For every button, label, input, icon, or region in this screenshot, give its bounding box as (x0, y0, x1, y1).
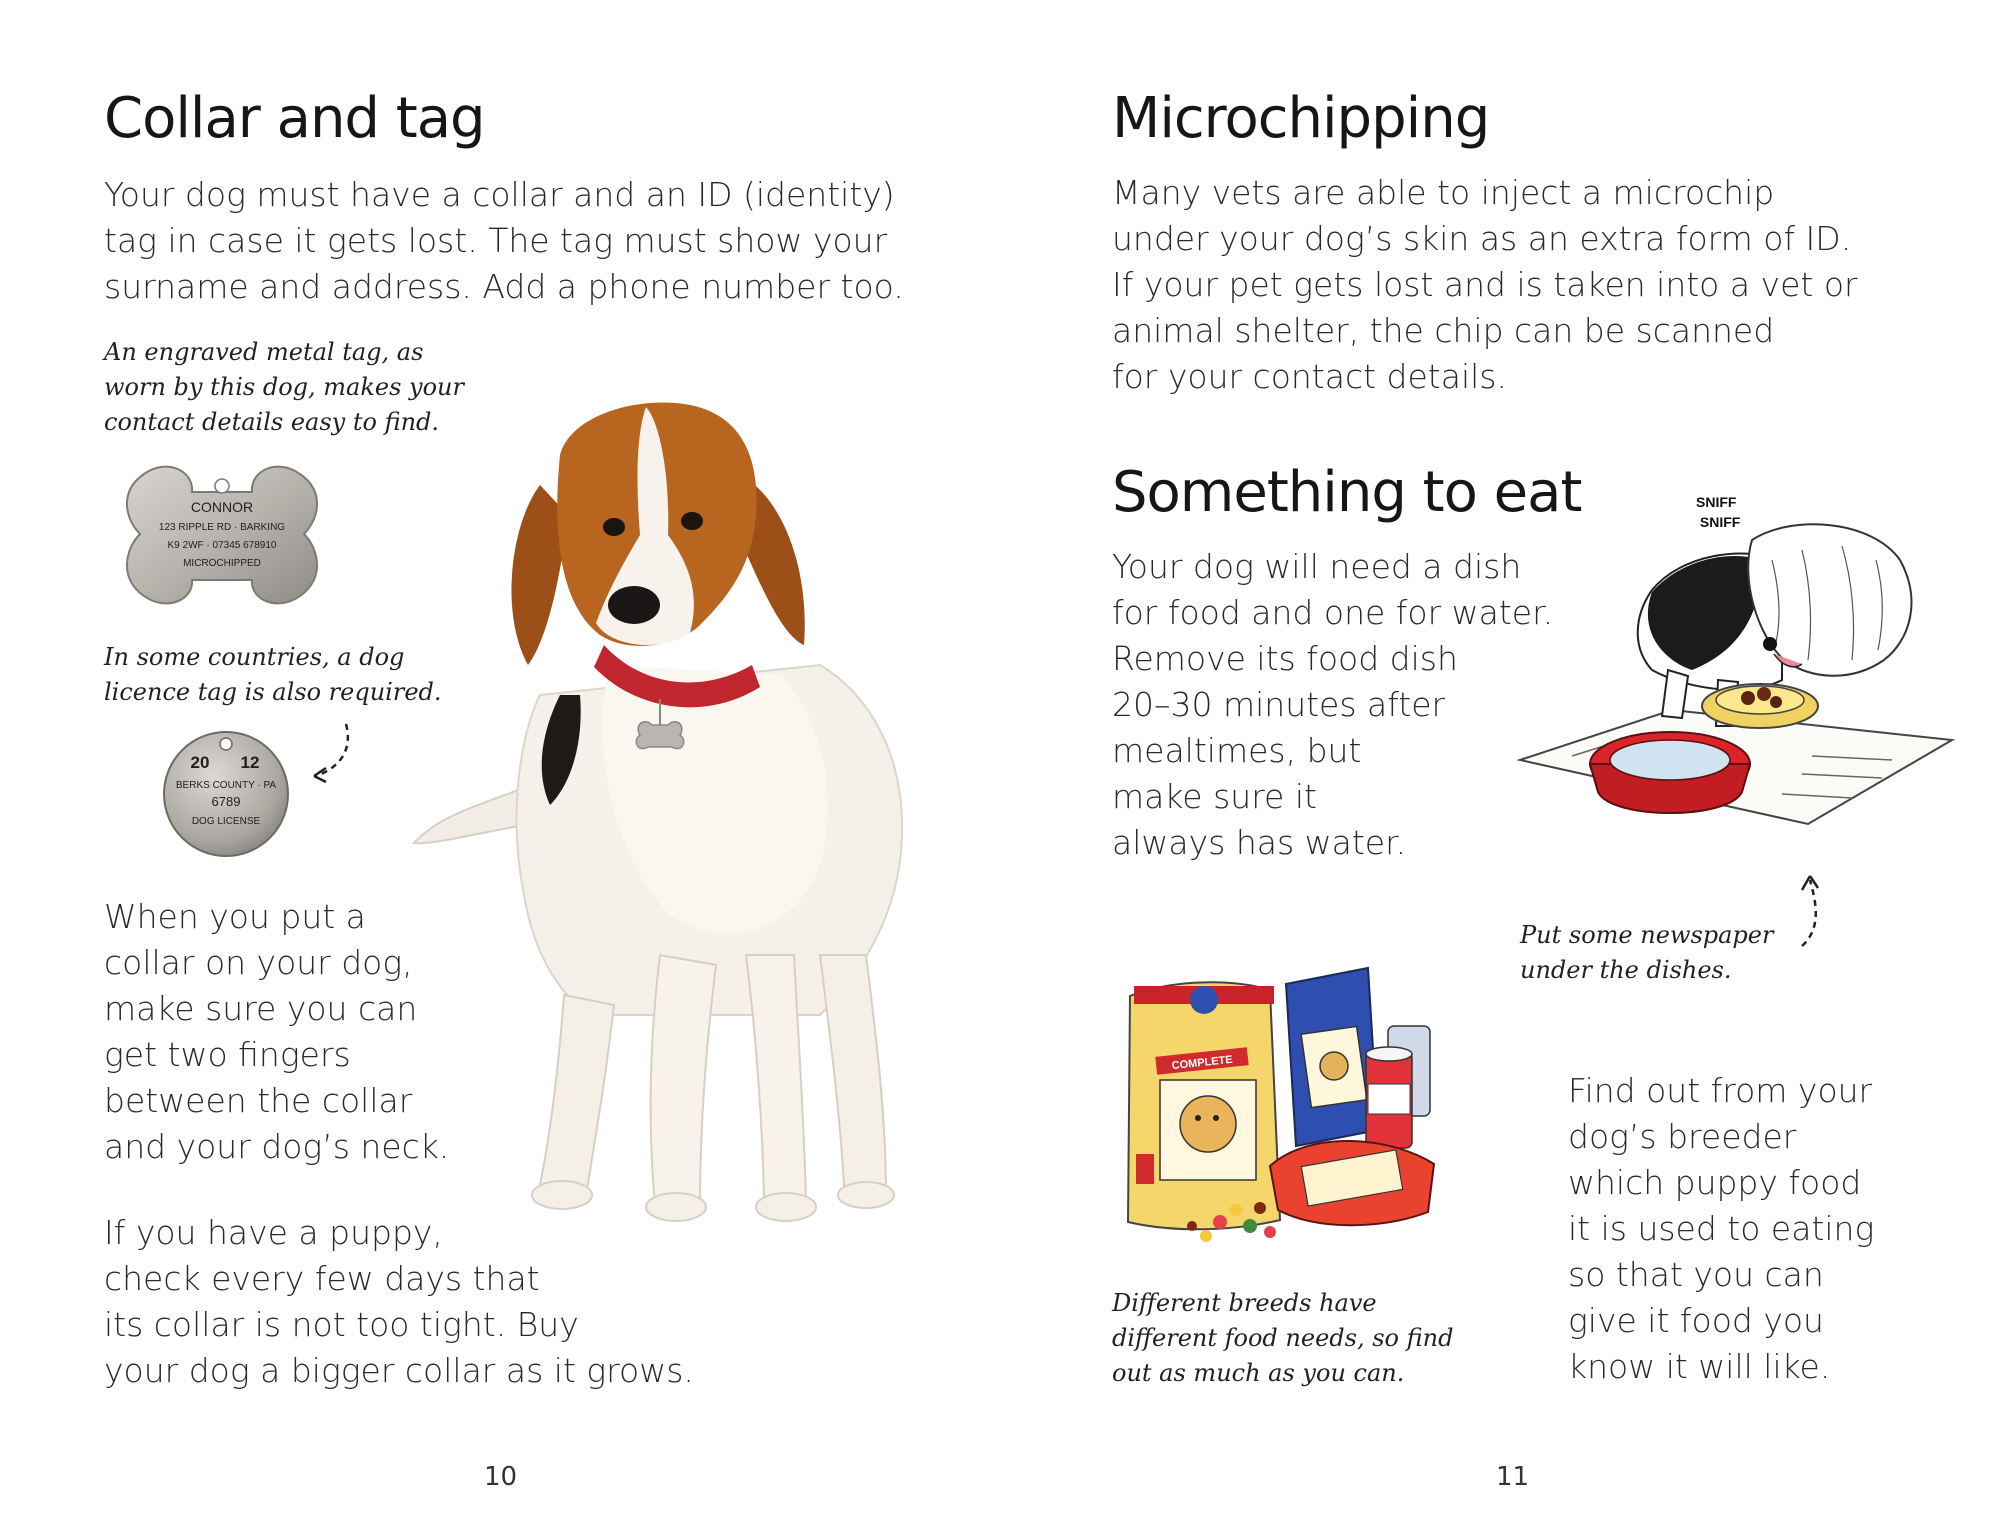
bone-tag-address: 123 RIPPLE RD · BARKING (158, 522, 286, 533)
right-page (1000, 0, 2000, 1516)
collar-intro-text: Your dog must have a collar and an ID (identity) tag in case it gets lost. The tag must show your surname and address. Add a phone number too. (104, 175, 904, 306)
licence-tag-caption: In some countries, a dog licence tag is also required. (104, 643, 442, 706)
bone-id-tag (104, 462, 340, 612)
something-to-eat-heading: Something to eat (1112, 460, 1582, 525)
breeder-food-text: Find out from your dog’s breeder which puppy food it is used to eating so that you can give it food you know it will like. (1568, 1071, 1875, 1386)
dog-food-illustration (1110, 960, 1500, 1260)
microchipping-text: Many vets are able to inject a microchip under your dog’s skin as an extra form of ID. If your pet gets lost and is taken into a vet or animal shelter, the chip can be scanned for your contact details. (1112, 173, 1858, 396)
bone-tag-phone: K9 2WF · 07345 678910 (167, 540, 277, 551)
microchipping-heading: Microchipping (1112, 86, 1490, 151)
sniff-sound-text: SNIFF SNIFF (1696, 494, 1741, 530)
newspaper-caption: Put some newspaper under the dishes. (1520, 921, 1774, 984)
breeds-caption: Different breeds have different food needs, so find out as much as you can. (1112, 1289, 1454, 1387)
bone-tag-microchipped: MICROCHIPPED (183, 558, 261, 569)
collar-fit-text: When you put a collar on your dog, make sure you can get two fingers between the collar and your dog’s neck. (104, 897, 450, 1166)
dashed-arrow-icon (308, 720, 358, 786)
food-dish-text: Your dog will need a dish for food and one for water. Remove its food dish 20–30 minutes after mealtimes, but make sure it always has water. (1112, 547, 1554, 862)
puppy-collar-text: If you have a puppy, check every few days that its collar is not too tight. Buy your dog a bigger collar as it grows. (104, 1213, 694, 1390)
food-bag-label: COMPLETE (1171, 1053, 1234, 1073)
bone-tag-name: CONNOR (190, 499, 254, 515)
licence-number: 6789 (211, 794, 241, 809)
licence-label: DOG LICENSE (191, 816, 261, 827)
page-number-right: 11 (1496, 1462, 1530, 1492)
collar-and-tag-heading: Collar and tag (104, 86, 485, 151)
licence-year-right: 12 (240, 753, 260, 772)
engraved-tag-caption: An engraved metal tag, as worn by this dog, makes your contact details easy to find. (104, 338, 464, 436)
round-licence-tag (160, 728, 292, 860)
page-number-left: 10 (484, 1462, 518, 1492)
beagle-photo (400, 395, 920, 1255)
dog-eating-illustration (1512, 520, 1962, 880)
licence-year-left: 20 (190, 753, 210, 772)
licence-county: BERKS COUNTY · PA (175, 780, 277, 791)
